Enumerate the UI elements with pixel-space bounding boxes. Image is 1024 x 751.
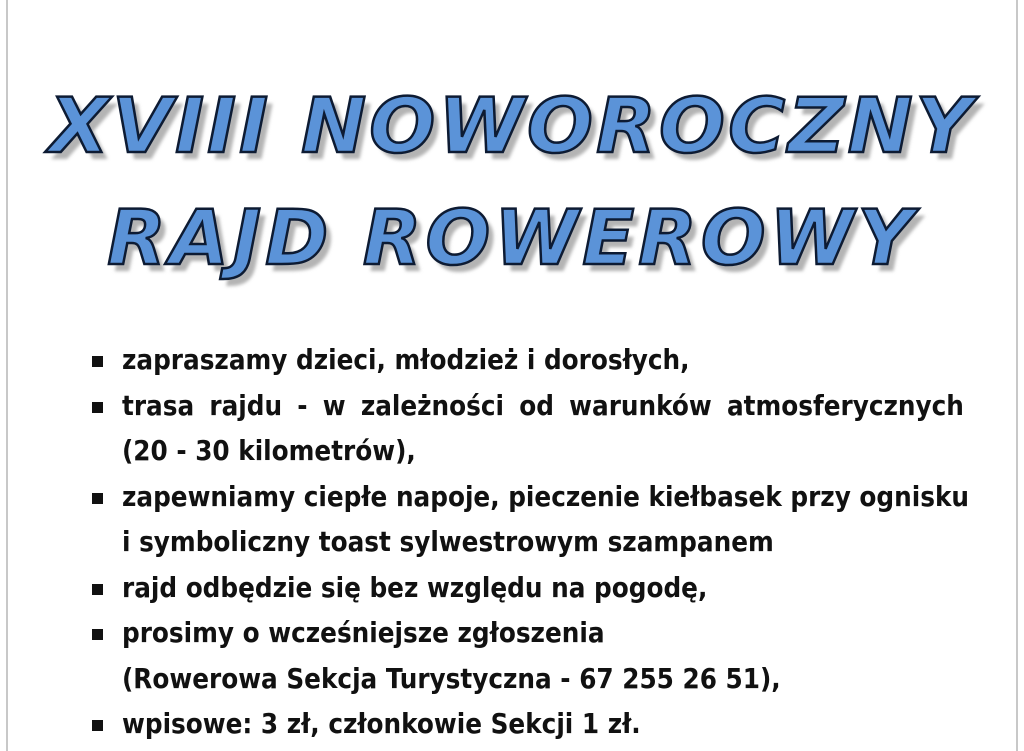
list-item xyxy=(92,384,964,475)
square-bullet-icon xyxy=(92,402,103,413)
list-item-text: wpisowe: 3 zł, członkowie Sekcji 1 zł. xyxy=(122,708,641,740)
list-item xyxy=(92,702,964,748)
word: - xyxy=(297,389,308,422)
list-item-text: zapewniamy ciepłe napoje, pieczenie kiełbasek przy ognisku xyxy=(122,480,970,513)
word: zależności xyxy=(360,389,505,422)
square-bullet-icon xyxy=(92,720,103,731)
word: w xyxy=(322,389,346,422)
list-item-text: (Rowerowa Sekcja Turystyczna - 67 255 26 51), xyxy=(122,662,781,695)
list-item-text: rajd odbędzie się bez względu na pogodę, xyxy=(122,571,708,604)
list-item-text: i symboliczny toast sylwestrowym szampanem xyxy=(122,526,774,558)
list-item xyxy=(92,566,964,612)
list-item xyxy=(92,611,964,702)
word: trasa xyxy=(122,389,195,422)
list-item-text: zapraszamy dzieci, młodzież i dorosłych, xyxy=(122,344,690,376)
title-line-1: XVIII NOWOROCZNY xyxy=(49,81,975,170)
info-list xyxy=(92,338,970,748)
list-item xyxy=(92,338,964,384)
list-item-text: (20 - 30 kilometrów), xyxy=(122,435,416,467)
list-item xyxy=(92,475,970,566)
word: warunków xyxy=(569,389,712,422)
square-bullet-icon xyxy=(92,493,103,504)
square-bullet-icon xyxy=(92,584,103,595)
title-line-2: RAJD ROWEROWY xyxy=(107,193,917,282)
list-item-text: prosimy o wcześniejsze zgłoszenia xyxy=(122,617,605,649)
square-bullet-icon xyxy=(92,356,103,367)
word: atmosferycznych xyxy=(726,389,964,422)
word: od xyxy=(519,389,554,422)
square-bullet-icon xyxy=(92,629,103,640)
list-item-text-justified xyxy=(122,384,964,430)
word: rajdu xyxy=(209,389,283,422)
